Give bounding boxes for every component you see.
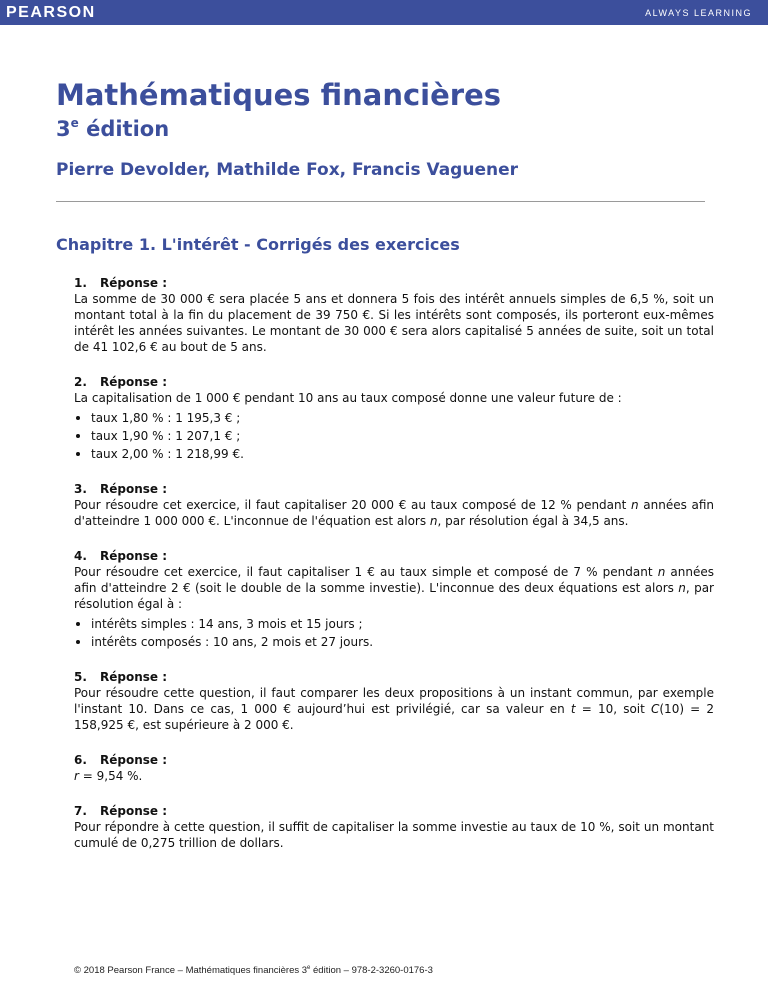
answer-text: années afin d'atteindre 2 € (soit le double de la somme investie). L'inconnue des deux équations est alors bbox=[74, 565, 714, 595]
exercise-heading bbox=[74, 275, 714, 291]
math-variable: t bbox=[570, 702, 576, 716]
exercise-answer bbox=[74, 685, 714, 733]
exercise-answer: La somme de 30 000 € sera placée 5 ans et donnera 5 fois des intérêt annuels simples de 6,5 %, soit un montant total à la fin du placement de 39 750 €. Si les intérêts sont composés, ils porteront eux-mêmes intérêt les années suivantes. Le montant de 30 000 € sera alors capitalisé 5 années de suite, soit un total de 41 102,6 € au bout de 5 ans. bbox=[74, 292, 714, 354]
answer-bullet: intérêts composés : 10 ans, 2 mois et 27 jours. bbox=[74, 634, 714, 650]
answer-text: , par résolution égal à : bbox=[74, 581, 714, 611]
book-title: Mathématiques financières bbox=[56, 78, 502, 112]
exercise-heading-label: Réponse : bbox=[100, 482, 168, 496]
answer-bullet-list bbox=[74, 616, 714, 650]
math-variable: n bbox=[657, 565, 666, 579]
answer-bullet: intérêts simples : 14 ans, 3 mois et 15 jours ; bbox=[74, 616, 714, 632]
answer-text: années afin d'atteindre 1 000 000 €. L'inconnue de l'équation est alors bbox=[74, 498, 714, 528]
answer-text: = 10, soit bbox=[575, 702, 651, 716]
exercise-list bbox=[74, 275, 714, 870]
exercise-heading-label: Réponse : bbox=[100, 549, 168, 563]
publisher-tagline: ALWAYS LEARNING bbox=[645, 8, 752, 18]
answer-text: (10) = 2 158,925 €, est supérieure à 2 000 €. bbox=[74, 702, 715, 732]
publisher-logo: PEARSON bbox=[6, 4, 96, 21]
exercise-7 bbox=[74, 803, 714, 851]
answer-text: Pour résoudre cette question, il faut comparer les deux propositions à un instant commun, par exemple l'instant 10. Dans ce cas, 1 000 € aujourd’hui est privilégié, car sa valeur en bbox=[74, 686, 714, 716]
exercise-6 bbox=[74, 752, 714, 784]
edition-sup: e bbox=[70, 116, 79, 130]
exercise-number: 6. bbox=[74, 753, 87, 767]
math-variable: n bbox=[429, 514, 438, 528]
exercise-3 bbox=[74, 481, 714, 529]
exercise-heading-label: Réponse : bbox=[100, 276, 168, 290]
answer-bullet-list bbox=[74, 410, 714, 462]
answer-text: = 9,54 %. bbox=[78, 769, 143, 783]
exercise-heading-label: Réponse : bbox=[100, 670, 168, 684]
publisher-banner bbox=[0, 0, 768, 25]
exercise-heading bbox=[74, 803, 714, 819]
page-footer bbox=[74, 965, 433, 976]
exercise-number: 2. bbox=[74, 375, 87, 389]
edition-word: édition bbox=[78, 117, 170, 141]
answer-bullet: taux 1,90 % : 1 207,1 € ; bbox=[74, 428, 714, 444]
chapter-title: Chapitre 1. L'intérêt - Corrigés des exercices bbox=[56, 235, 460, 254]
exercise-number: 1. bbox=[74, 276, 87, 290]
footer-prefix: © 2018 Pearson France – Mathématiques financières 3 bbox=[74, 965, 308, 976]
exercise-answer: Pour répondre à cette question, il suffit de capitaliser la somme investie au taux de 10 %, soit un montant cumulé de 0,275 trillion de dollars. bbox=[74, 820, 714, 850]
exercise-answer bbox=[74, 497, 714, 529]
footer-sup: e bbox=[307, 965, 311, 971]
answer-bullet: taux 1,80 % : 1 195,3 € ; bbox=[74, 410, 714, 426]
edition-number: 3 bbox=[56, 117, 71, 141]
exercise-heading bbox=[74, 669, 714, 685]
exercise-heading bbox=[74, 374, 714, 390]
exercise-number: 3. bbox=[74, 482, 87, 496]
answer-text: Pour résoudre cet exercice, il faut capitaliser 20 000 € au taux composé de 12 % pendant bbox=[74, 498, 631, 512]
math-variable: C bbox=[650, 702, 660, 716]
answer-text: Pour résoudre cet exercice, il faut capitaliser 1 € au taux simple et composé de 7 % pendant bbox=[74, 565, 658, 579]
exercise-1 bbox=[74, 275, 714, 355]
exercise-heading-label: Réponse : bbox=[100, 375, 168, 389]
exercise-heading bbox=[74, 481, 714, 497]
answer-bullet: taux 2,00 % : 1 218,99 €. bbox=[74, 446, 714, 462]
book-edition bbox=[56, 116, 169, 141]
exercise-answer bbox=[74, 564, 714, 612]
math-variable: n bbox=[678, 581, 686, 595]
exercise-2 bbox=[74, 374, 714, 462]
exercise-number: 7. bbox=[74, 804, 87, 818]
footer-suffix: édition – 978-2-3260-0176-3 bbox=[310, 965, 433, 976]
exercise-number: 5. bbox=[74, 670, 87, 684]
exercise-5 bbox=[74, 669, 714, 733]
answer-text: , par résolution égal à 34,5 ans. bbox=[437, 514, 629, 528]
exercise-heading-label: Réponse : bbox=[100, 804, 168, 818]
math-variable: r bbox=[74, 769, 79, 783]
exercise-4 bbox=[74, 548, 714, 650]
title-divider bbox=[56, 201, 705, 202]
exercise-answer: La capitalisation de 1 000 € pendant 10 ans au taux composé donne une valeur future de : bbox=[74, 391, 622, 405]
book-authors: Pierre Devolder, Mathilde Fox, Francis Vaguener bbox=[56, 160, 518, 180]
exercise-heading-label: Réponse : bbox=[100, 753, 168, 767]
exercise-heading bbox=[74, 752, 714, 768]
math-variable: n bbox=[631, 498, 639, 512]
exercise-heading bbox=[74, 548, 714, 564]
exercise-number: 4. bbox=[74, 549, 87, 563]
exercise-answer bbox=[74, 768, 714, 784]
